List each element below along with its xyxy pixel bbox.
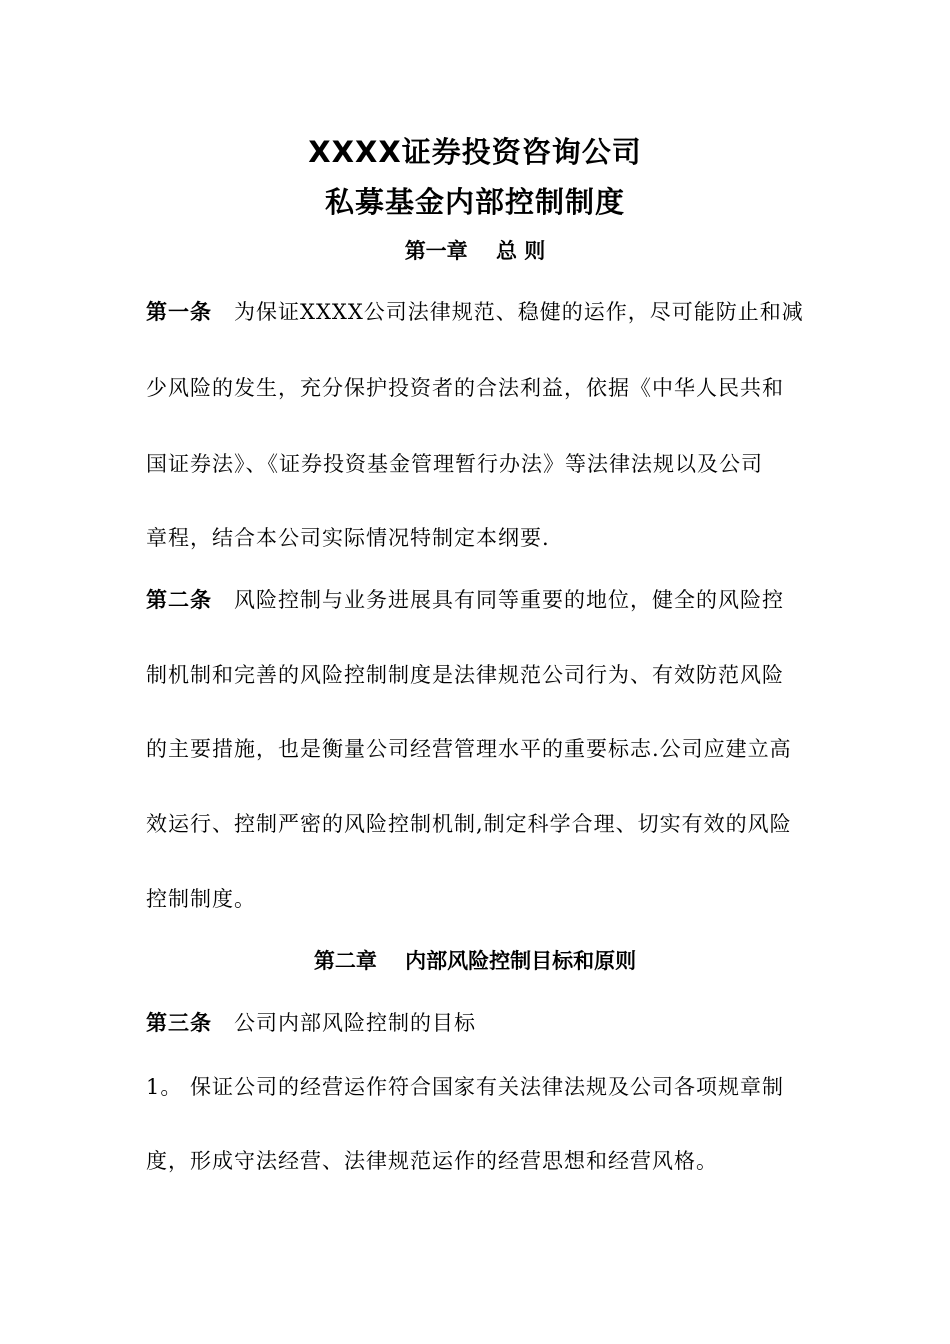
article-1-line-2: 少风险的发生，充分保护投资者的合法利益，依据《中华人民共和 bbox=[146, 376, 784, 400]
chapter-2-heading: 第二章 内部风险控制目标和原则 bbox=[313, 949, 637, 973]
article-2-line-1 bbox=[146, 585, 806, 615]
article-1-text: 为保证XXXX公司法律规范、稳健的运作，尽可能防止和减 bbox=[234, 300, 804, 324]
article-1-label: 第一条 bbox=[146, 300, 212, 324]
article-1-line-4: 章程，结合本公司实际情况特制定本纲要. bbox=[146, 526, 550, 550]
article-3-label: 第三条 bbox=[146, 1011, 212, 1035]
document-title-line-1: XXXX证券投资咨询公司 bbox=[308, 135, 642, 169]
document-title-line-2: 私募基金内部控制制度 bbox=[324, 185, 625, 219]
article-2-line-3: 的主要措施，也是衡量公司经营管理水平的重要标志.公司应建立高 bbox=[146, 737, 792, 761]
article-2-label: 第二条 bbox=[146, 588, 212, 612]
article-2-line-5: 控制制度。 bbox=[146, 887, 256, 911]
chapter-1-heading: 第一章 总 则 bbox=[404, 239, 546, 263]
article-2-text: 风险控制与业务进展具有同等重要的地位，健全的风险控 bbox=[234, 588, 784, 612]
item-1-line-2: 度，形成守法经营、法律规范运作的经营思想和经营风格。 bbox=[146, 1149, 718, 1173]
article-3-text: 公司内部风险控制的目标 bbox=[234, 1011, 476, 1035]
article-1-line-1 bbox=[146, 297, 806, 327]
article-3-line-1 bbox=[146, 1008, 806, 1038]
article-2-line-2: 制机制和完善的风险控制制度是法律规范公司行为、有效防范风险 bbox=[146, 663, 784, 687]
article-1-line-3: 国证券法》、《证券投资基金管理暂行办法》等法律法规以及公司 bbox=[146, 452, 763, 476]
article-2-line-4: 效运行、控制严密的风险控制机制,制定科学合理、切实有效的风险 bbox=[146, 812, 792, 836]
item-1-line-1: 1。 保证公司的经营运作符合国家有关法律法规及公司各项规章制 bbox=[146, 1075, 785, 1099]
